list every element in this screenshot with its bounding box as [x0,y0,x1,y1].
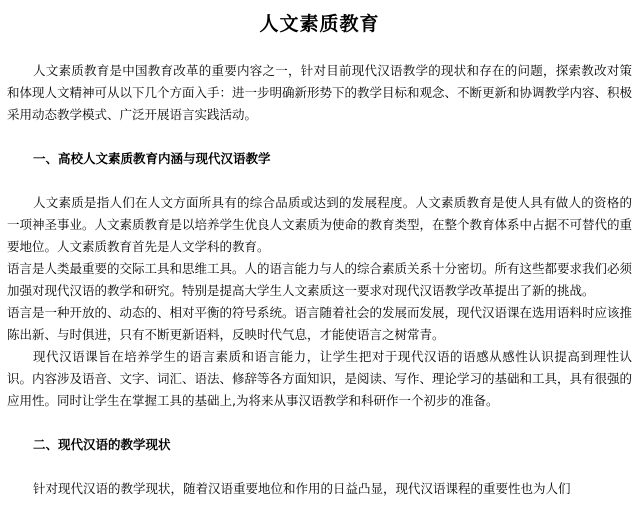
section-1-paragraph: 语言是人类最重要的交际工具和思维工具。人的语言能力与人的综合素质关系十分密切。所有这些都要求我们必须加强对现代汉语的教学和研究。特别是提高大学生人文素质这一要求对现代汉语教学改革提出了新的挑战。 [7,261,633,298]
section-1-paragraph: 语言是一种开放的、动态的、相对平衡的符号系统。语言随着社会的发展而发展，现代汉语课在选用语料时应该推陈出新、与时俱进，只有不断更新语料，反映时代气息，才能使语言之树常青。 [7,305,633,342]
intro-paragraph: 人文素质教育是中国教育改革的重要内容之一，针对目前现代汉语教学的现状和存在的问题，探索教改对策和体现人文精神可从以下几个方面入手：进一步明确新形势下的教学目标和观念、不断更新和协调教学内容、积极采用动态教学模式、广泛开展语言实践活动。 [7,63,633,122]
document-title: 人文素质教育 [259,13,380,35]
section-1-paragraph: 现代汉语课旨在培养学生的语言素质和语言能力，让学生把对于现代汉语的语感从感性认识提高到理性认识。内容涉及语音、文字、词汇、语法、修辞等各方面知识，是阅读、写作、理论学习的基础和工具，具有很强的应用性。同时让学生在掌握工具的基础上,为将来从事汉语教学和科研作一个初步的准备。 [7,349,633,408]
spacer [7,456,632,478]
section-1-paragraph: 人文素质是指人们在人文方面所具有的综合品质或达到的发展程度。人文素质教育是使人具有做人的资格的一项神圣事业。人文素质教育是以培养学生优良人文素质为使命的教育类型，在整个教育体系中占据不可替代的重要地位。人文素质教育首先是人文学科的教育。 [7,195,633,254]
section-1-heading: 一、高校人文素质教育内涵与现代汉语教学 [33,151,271,166]
spacer [7,170,632,192]
spacer [7,412,632,434]
section-2-paragraph: 针对现代汉语的教学现状，随着汉语重要地位和作用的日益凸显，现代汉语课程的重要性也为人们 [33,481,571,496]
spacer [7,126,632,148]
section-2-heading: 二、现代汉语的教学现状 [33,437,171,452]
